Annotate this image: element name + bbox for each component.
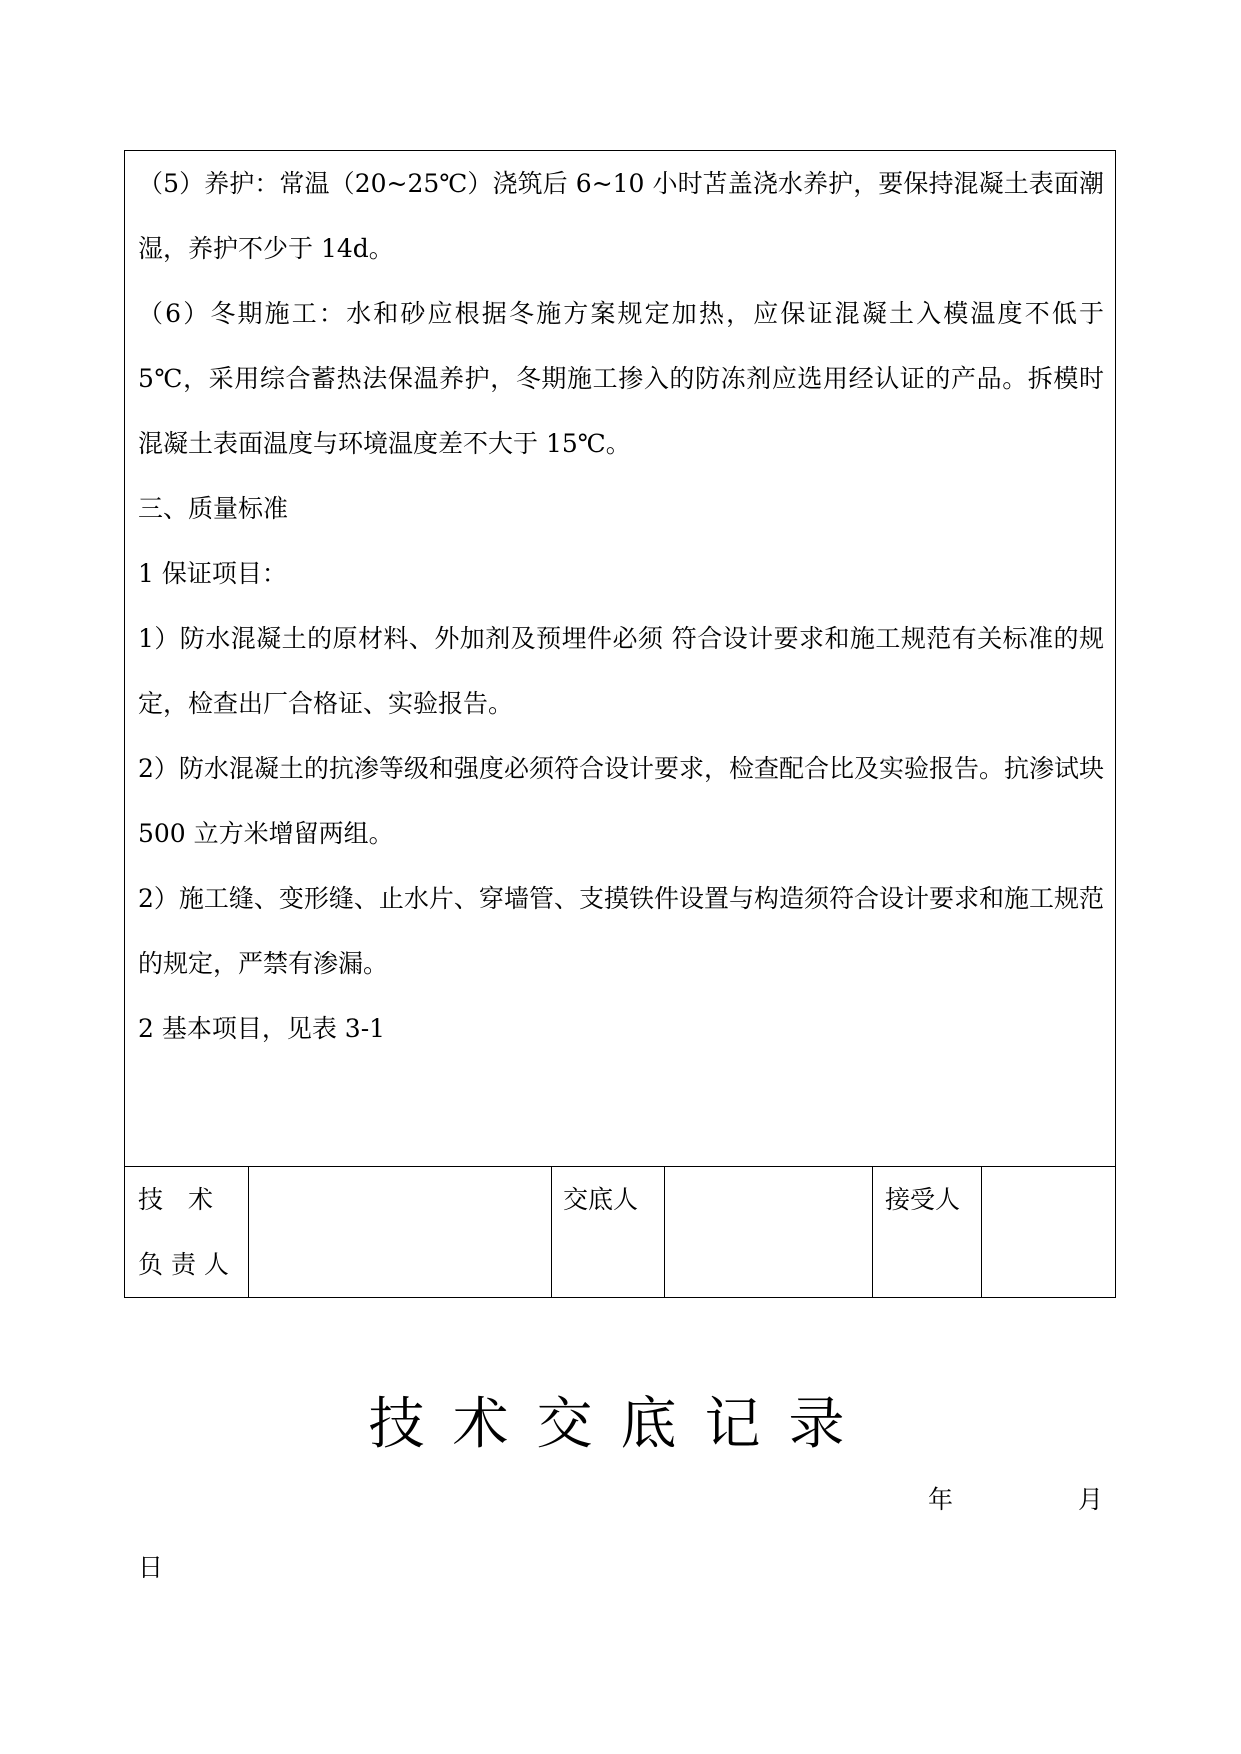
signature-row: [125, 1167, 1115, 1297]
subheading-basic-items: 2 基本项目，见表 3-1: [138, 1014, 386, 1043]
paragraph-item-3: 2）施工缝、变形缝、止水片、穿墙管、支摸铁件设置与构造须符合设计要求和施工规范的规定，严禁有渗漏。: [138, 884, 1104, 978]
divider: [551, 1167, 552, 1297]
section-heading-quality-standard: 三、质量标准: [138, 494, 289, 523]
paragraph-item-2: 2）防水混凝土的抗渗等级和强度必须符合设计要求，检查配合比及实验报告。抗渗试块 500 立方米增留两组。: [138, 754, 1104, 848]
handover-signature-field[interactable]: [666, 1167, 871, 1297]
date-month-label: 月: [1078, 1485, 1104, 1514]
divider: [981, 1167, 982, 1297]
content-cell: [125, 151, 1115, 1167]
paragraph-curing: （5）养护：常温（20~25℃）浇筑后 6~10 小时苫盖浇水养护，要保持混凝土表面潮湿，养护不少于 14d。: [138, 169, 1104, 263]
subheading-guarantee-items: 1 保证项目：: [138, 559, 287, 588]
date-year-label: 年: [928, 1485, 954, 1514]
disclosure-table: [124, 150, 1116, 1298]
divider: [248, 1167, 249, 1297]
tech-lead-signature-field[interactable]: [250, 1167, 550, 1297]
tech-lead-label-line1: 技 术: [138, 1185, 214, 1214]
divider: [664, 1167, 665, 1297]
paragraph-winter-construction: （6）冬期施工：水和砂应根据冬施方案规定加热，应保证混凝土入模温度不低于 5℃，采用综合蓄热法保温养护，冬期施工掺入的防冻剂应选用经认证的产品。拆模时混凝土表面温度与环境温度差不大于 15℃。: [138, 299, 1104, 458]
receiver-signature-field[interactable]: [983, 1167, 1115, 1297]
divider: [872, 1167, 873, 1297]
paragraph-item-1: 1）防水混凝土的原材料、外加剂及预埋件必须 符合设计要求和施工规范有关标准的规定，检查出厂合格证、实验报告。: [138, 624, 1104, 718]
handover-label: 交底人: [563, 1185, 639, 1214]
document-title: 技术交底记录: [368, 1392, 873, 1457]
receiver-label: 接受人: [885, 1185, 961, 1214]
date-day-label: 日: [138, 1553, 164, 1582]
tech-lead-label-line2: 负 责 人: [138, 1250, 229, 1279]
